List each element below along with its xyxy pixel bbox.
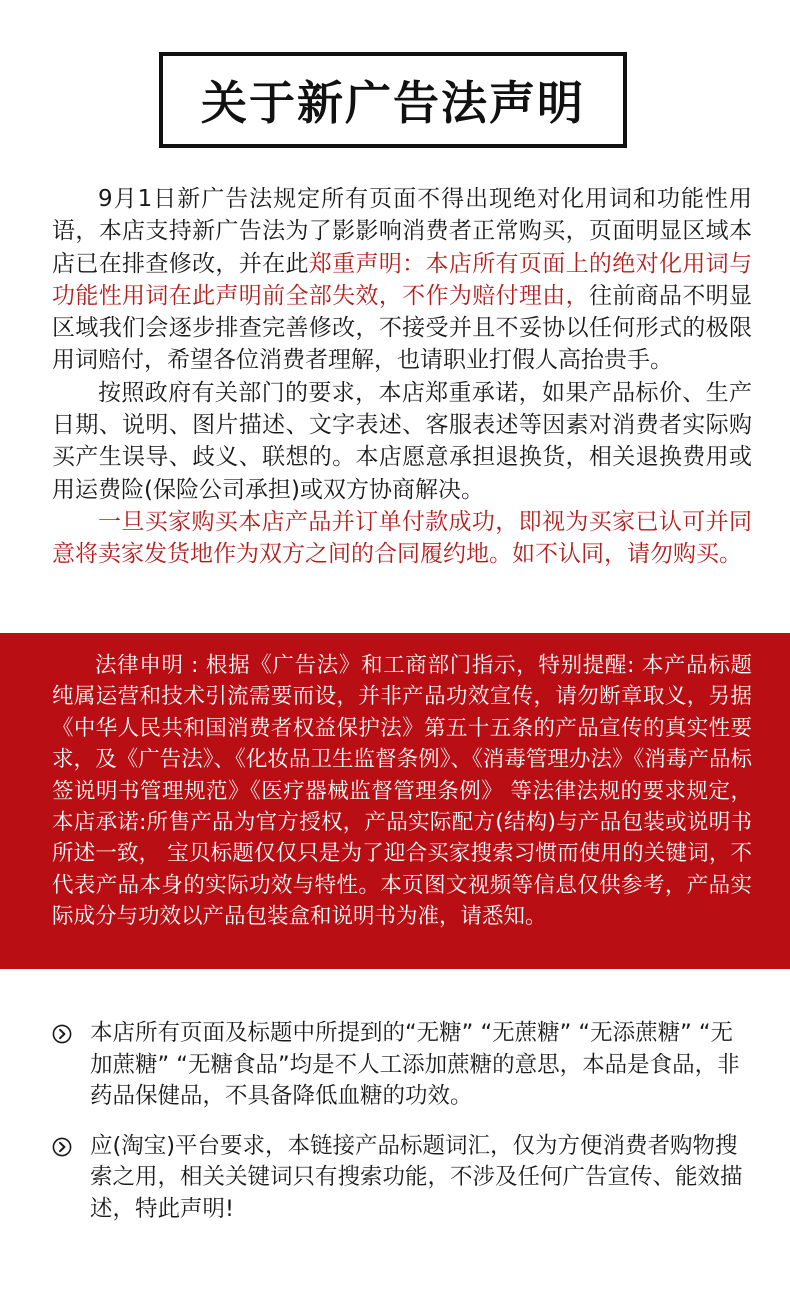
title-box — [159, 52, 627, 148]
declaration-paragraph-1 — [52, 183, 752, 377]
note-text: 本店所有页面及标题中所提到的“无糖” “无蔗糖” “无添蔗糖” “无加蔗糖” “无糖食品”均是不人工添加蔗糖的意思，本品是食品，非药品保健品，不具备降低血糖的功效。 — [90, 1020, 740, 1109]
note-text: 应(淘宝)平台要求，本链接产品标题词汇，仅为方便消费者购物搜索之用，相关关键词只有搜索功能，不涉及任何广告宣传、能效描述，特此声明! — [90, 1132, 743, 1222]
declaration-p1-highlight: 郑重声明：本店所有页面上的绝对化用词与功能性用词在此声明前全部失效，不作为赔付理由， — [52, 250, 753, 309]
legal-notice-panel — [0, 633, 790, 969]
declaration-paragraph-3: 一旦买家购买本店产品并订单付款成功，即视为买家已认可并同意将卖家发货地作为双方之间的合同履约地。如不认同，请勿购买。 — [52, 508, 752, 568]
declaration-section — [52, 183, 752, 571]
note-item — [52, 1131, 752, 1226]
chevron-circle-icon — [52, 1024, 72, 1044]
declaration-paragraph-2: 按照政府有关部门的要求，本店郑重承诺，如果产品标价、生产日期、说明、图片描述、文字表述、客服表述等因素对消费者实际购买产生误导、歧义、联想的。本店愿意承担退换货，相关退换费用或用运费险(保险公司承担)或双方协商解决。 — [52, 379, 752, 503]
declaration-p1-continued: 往前商品不明显区域我们会逐步排查完善修改，不接受并且不妥协以任何形式的极限用词赔付，希望各位消费者理解，也请职业打假人高抬贵手。 — [52, 282, 753, 374]
legal-notice-text: 法律申明 : 根据《广告法》和工商部门指示，特别提醒: 本产品标题纯属运营和技术引流需要而设，并非产品功效宣传，请勿断章取义，另据《中华人民共和国消费者权益保护法》第五十五条的产品宣传的真实性要求，及《广告法》、《化妆品卫生监督条例》、《消毒管理办法》《消毒产品标签说明书管理规范》《医疗器械监督管理条例》 等法律法规的要求规定，本店承诺:所售产品为官方授权，产品实际配方(结构)与产品包装或说明书所述一致， 宝贝标题仅仅只是为了迎合买家搜索习惯而使用的关键词，不代表产品本身的实际功效与特性。本页图文视频等信息仅供参考，产品实际成分与功效以产品包装盒和说明书为准，请悉知。 — [52, 653, 752, 930]
page-title: 关于新广告法声明 — [201, 76, 585, 130]
note-item — [52, 1018, 752, 1113]
declaration-p1-text: 9月1日新广告法规定所有页面不得出现绝对化用词和功能性用语，本店支持新广告法为了影影响消费者正常购买，页面明显区域本店已在排查修改，并在此 — [52, 186, 752, 277]
notes-list — [52, 1018, 752, 1225]
chevron-circle-icon — [52, 1137, 72, 1157]
